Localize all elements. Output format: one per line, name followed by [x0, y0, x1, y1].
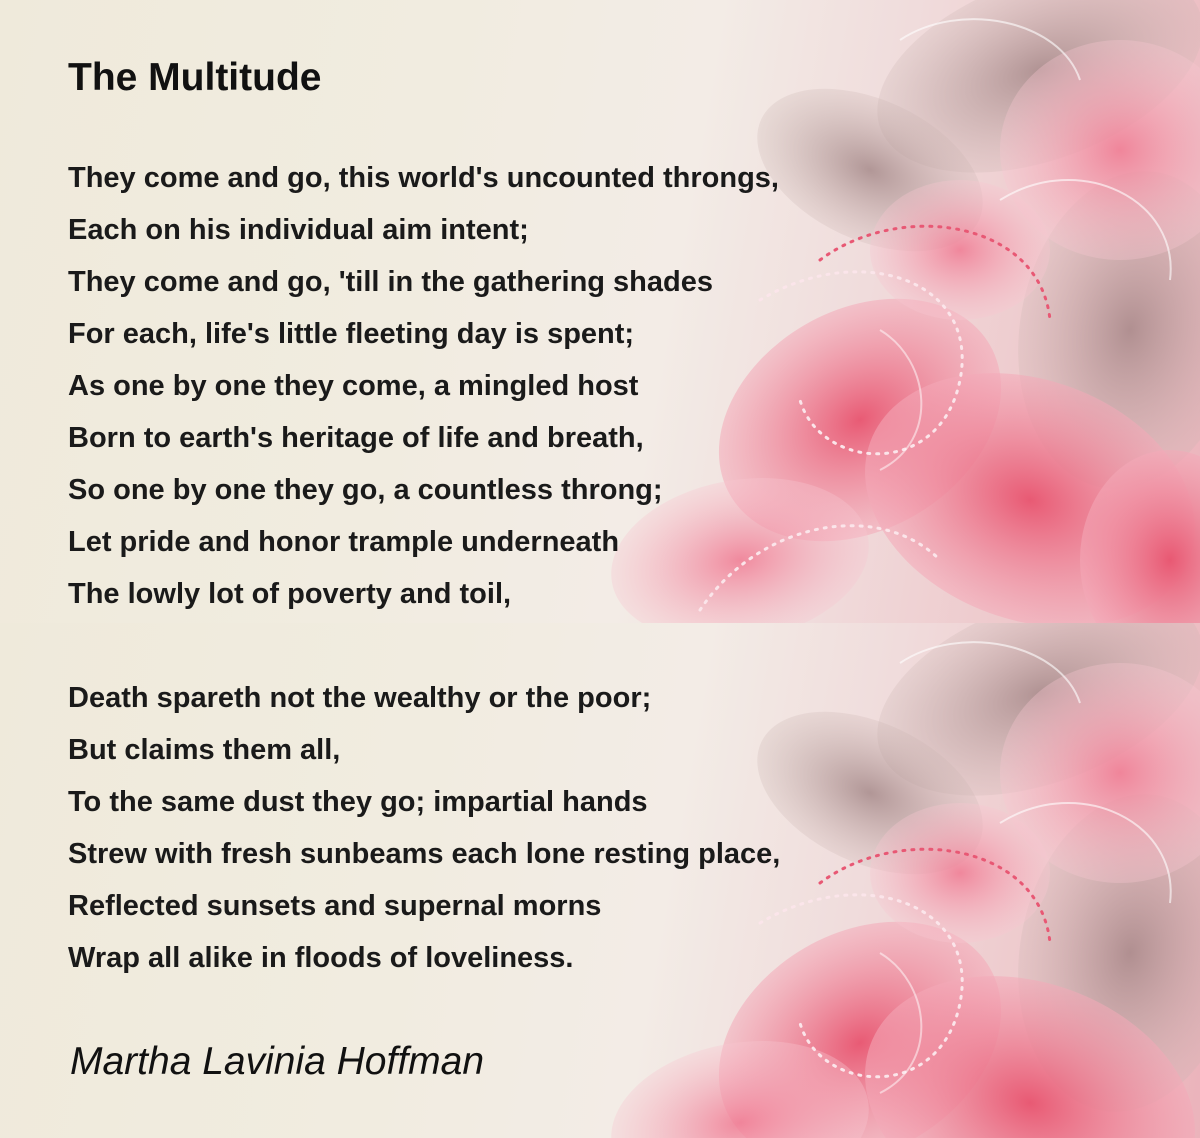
- poem-author: Martha Lavinia Hoffman: [70, 1040, 485, 1083]
- poem-line: They come and go, this world's uncounted throngs,: [68, 162, 779, 194]
- poem-line: But claims them all,: [68, 734, 341, 766]
- poem-line: Reflected sunsets and supernal morns: [68, 890, 602, 922]
- poem-line: The lowly lot of poverty and toil,: [68, 578, 512, 610]
- stanza-break: [68, 620, 780, 672]
- poem-line: So one by one they go, a countless throng;: [68, 474, 663, 506]
- poem-body: [68, 152, 780, 984]
- poem-line: Let pride and honor trample underneath: [68, 526, 620, 558]
- poem-line: Wrap all alike in floods of loveliness.: [68, 942, 574, 974]
- poem-line: As one by one they come, a mingled host: [68, 370, 639, 402]
- poem-line: Born to earth's heritage of life and breath,: [68, 422, 644, 454]
- poem-line: For each, life's little fleeting day is spent;: [68, 318, 635, 350]
- poem-line: To the same dust they go; impartial hands: [68, 786, 648, 818]
- poem-line: They come and go, 'till in the gathering shades: [68, 266, 713, 298]
- poem-line: Death spareth not the wealthy or the poor;: [68, 682, 652, 714]
- poem-line: Each on his individual aim intent;: [68, 214, 529, 246]
- poem-title: The Multitude: [68, 56, 322, 99]
- poem-line: Strew with fresh sunbeams each lone resting place,: [68, 838, 781, 870]
